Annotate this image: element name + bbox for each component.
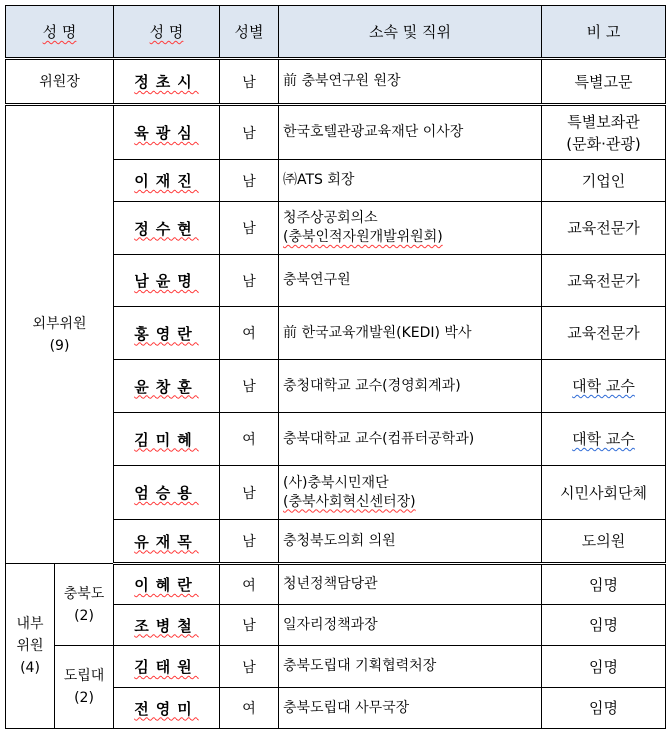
member-sex: 남 xyxy=(220,520,279,564)
member-note: 시민사회단체 xyxy=(542,466,666,520)
member-name: 이재진 xyxy=(114,160,220,202)
header-affiliation: 소속 및 직위 xyxy=(279,6,542,59)
member-name: 엄승용 xyxy=(114,466,220,520)
member-name: 유재목 xyxy=(114,520,220,564)
member-name: 윤창훈 xyxy=(114,360,220,413)
member-affiliation: 충청북도의회 의원 xyxy=(279,520,542,564)
member-note: 대학 교수 xyxy=(542,360,666,413)
member-sex: 남 xyxy=(220,646,279,688)
header-note: 비 고 xyxy=(542,6,666,59)
member-name: 조병철 xyxy=(114,605,220,646)
member-sex: 남 xyxy=(220,160,279,202)
member-sex: 남 xyxy=(220,255,279,307)
member-affiliation: 청주상공회의소 (충북인적자원개발위원회) xyxy=(279,202,542,255)
member-sex: 여 xyxy=(220,688,279,729)
header-group: 성 명 xyxy=(6,6,114,59)
member-note: 대학 교수 xyxy=(542,413,666,466)
committee-roster-table xyxy=(5,5,666,729)
member-note: 임명 xyxy=(542,688,666,729)
member-name: 김미혜 xyxy=(114,413,220,466)
table-row xyxy=(6,646,666,688)
member-note: 도의원 xyxy=(542,520,666,564)
member-sex: 여 xyxy=(220,413,279,466)
member-sex: 남 xyxy=(220,202,279,255)
member-affiliation: 한국호텔관광교육재단 이사장 xyxy=(279,105,542,160)
member-sex: 남 xyxy=(220,59,279,105)
member-name: 홍영란 xyxy=(114,307,220,360)
member-affiliation: 충북대학교 교수(컴퓨터공학과) xyxy=(279,413,542,466)
member-affiliation: 일자리정책과장 xyxy=(279,605,542,646)
group-province: 충북도 (2) xyxy=(55,564,114,646)
member-note: 기업인 xyxy=(542,160,666,202)
member-affiliation: 충청대학교 교수(경영회계과) xyxy=(279,360,542,413)
member-sex: 남 xyxy=(220,360,279,413)
member-name: 육광심 xyxy=(114,105,220,160)
member-affiliation: 청년정책담당관 xyxy=(279,564,542,605)
header-name: 성 명 xyxy=(114,6,220,59)
member-sex: 여 xyxy=(220,307,279,360)
member-affiliation: ㈜ATS 회장 xyxy=(279,160,542,202)
group-college: 도립대 (2) xyxy=(55,646,114,729)
group-internal: 내부 위원 (4) xyxy=(6,564,55,729)
table-row xyxy=(6,105,666,160)
table-row xyxy=(6,564,666,605)
member-affiliation: 충북도립대 사무국장 xyxy=(279,688,542,729)
member-affiliation: 前 한국교육개발원(KEDI) 박사 xyxy=(279,307,542,360)
member-name: 이혜란 xyxy=(114,564,220,605)
member-affiliation: 前 충북연구원 원장 xyxy=(279,59,542,105)
member-name: 정초시 xyxy=(114,59,220,105)
member-note: 특별고문 xyxy=(542,59,666,105)
member-name: 김태원 xyxy=(114,646,220,688)
member-note: 교육전문가 xyxy=(542,202,666,255)
member-affiliation: (사)충북시민재단 (충북사회혁신센터장) xyxy=(279,466,542,520)
header-row xyxy=(6,6,666,59)
member-name: 정수현 xyxy=(114,202,220,255)
member-affiliation: 충북도립대 기획협력처장 xyxy=(279,646,542,688)
member-sex: 여 xyxy=(220,564,279,605)
header-sex: 성별 xyxy=(220,6,279,59)
member-note: 임명 xyxy=(542,646,666,688)
group-external: 외부위원 (9) xyxy=(6,105,114,564)
member-sex: 남 xyxy=(220,466,279,520)
member-name: 전영미 xyxy=(114,688,220,729)
member-name: 남윤명 xyxy=(114,255,220,307)
member-sex: 남 xyxy=(220,105,279,160)
member-note: 특별보좌관 (문화·관광) xyxy=(542,105,666,160)
member-note: 교육전문가 xyxy=(542,255,666,307)
member-note: 임명 xyxy=(542,564,666,605)
member-affiliation: 충북연구원 xyxy=(279,255,542,307)
table-row xyxy=(6,59,666,105)
member-note: 임명 xyxy=(542,605,666,646)
member-sex: 남 xyxy=(220,605,279,646)
group-chair: 위원장 xyxy=(6,59,114,105)
member-note: 교육전문가 xyxy=(542,307,666,360)
